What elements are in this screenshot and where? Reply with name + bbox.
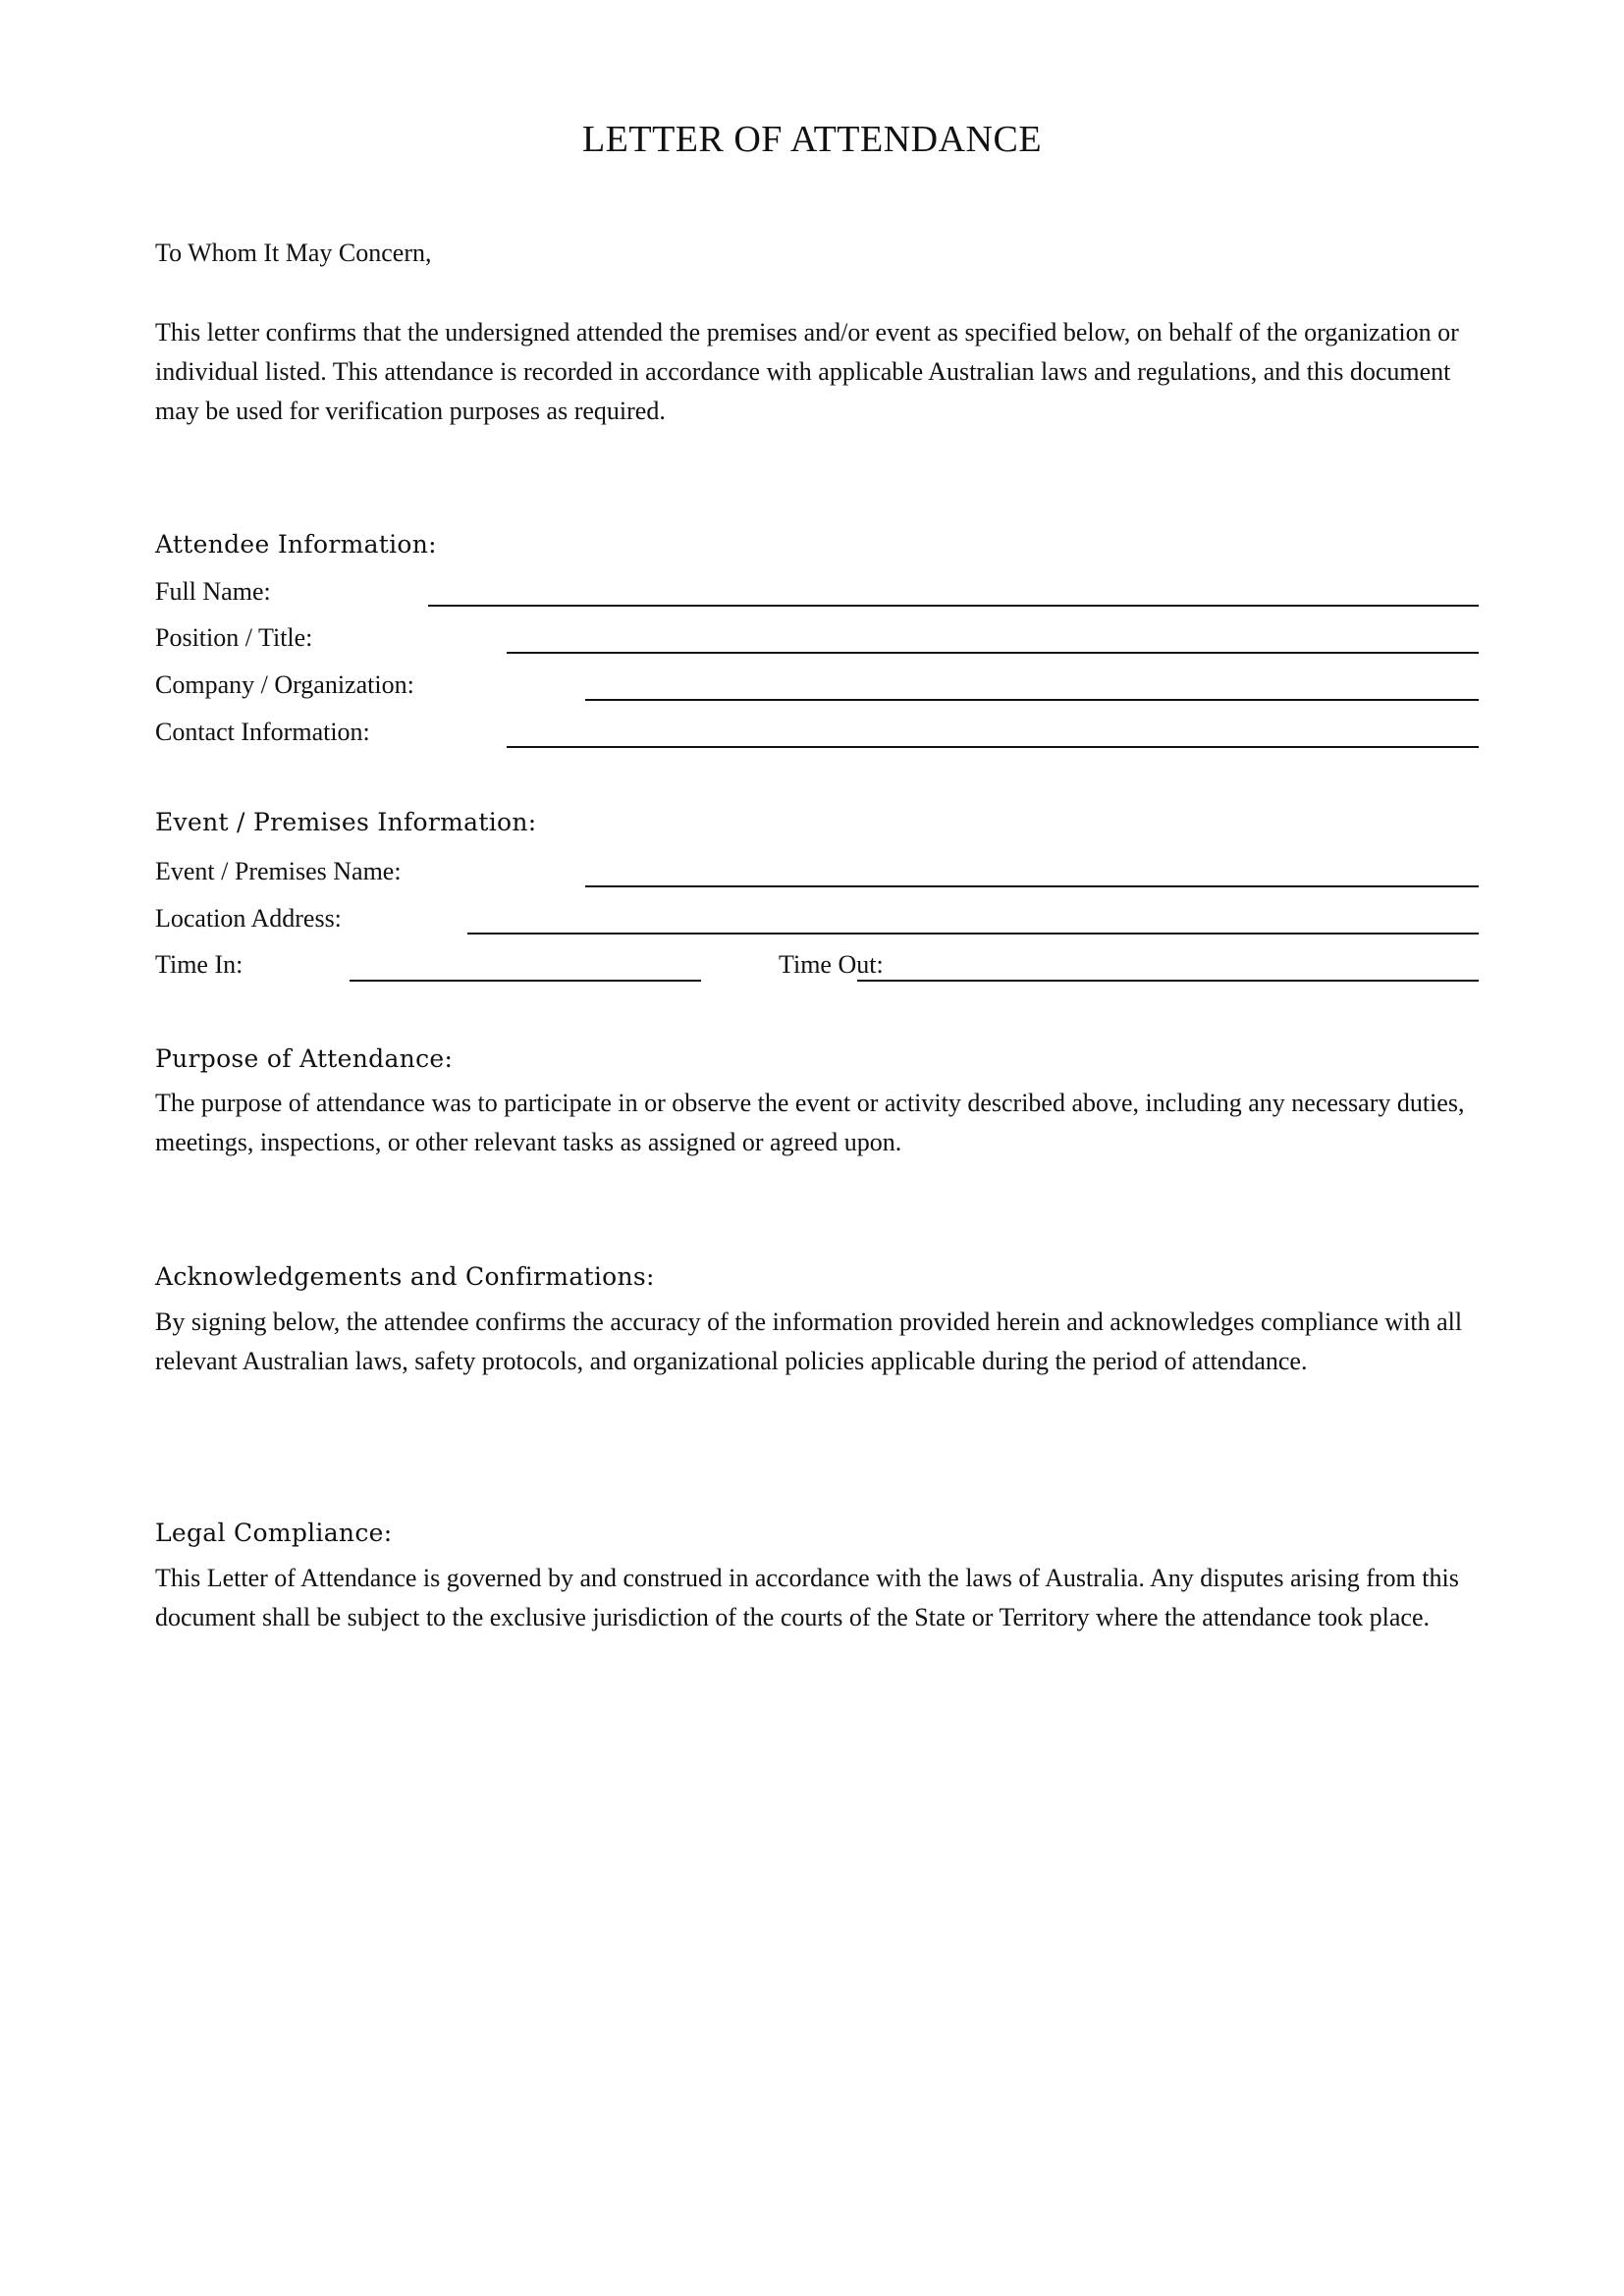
event-heading: Event / Premises Information: bbox=[155, 808, 537, 836]
purpose-heading: Purpose of Attendance: bbox=[155, 1044, 454, 1073]
purpose-paragraph: The purpose of attendance was to participate in or observe the event or activity described above, including any necessary duties, meetings, inspections, or other relevant tasks as assigned or agreed upon. bbox=[155, 1089, 1465, 1156]
time-in-label: Time In: bbox=[155, 950, 244, 979]
time-in-field[interactable] bbox=[350, 980, 701, 982]
company-field[interactable] bbox=[585, 699, 1479, 701]
legal-paragraph: This Letter of Attendance is governed by and construed in accordance with the laws of Australia. Any disputes arising from this document shall be subject to the exclusive jurisdiction of the courts of the State or Territory where the attendance took place. bbox=[155, 1564, 1459, 1631]
salutation: To Whom It May Concern, bbox=[155, 239, 432, 267]
position-label: Position / Title: bbox=[155, 623, 313, 652]
location-field[interactable] bbox=[467, 933, 1479, 934]
legal-heading: Legal Compliance: bbox=[155, 1519, 393, 1547]
acknowledgements-paragraph: By signing below, the attendee confirms the accuracy of the information provided herein and acknowledges compliance with all relevant Australian laws, safety protocols, and organizational policies applicable during the period of attendance. bbox=[155, 1308, 1463, 1375]
event-name-field[interactable] bbox=[585, 885, 1479, 887]
document-title: LETTER OF ATTENDANCE bbox=[581, 119, 1043, 160]
time-out-label: Time Out: bbox=[779, 950, 884, 979]
full-name-label: Full Name: bbox=[155, 577, 271, 606]
location-label: Location Address: bbox=[155, 904, 342, 933]
contact-label: Contact Information: bbox=[155, 718, 370, 746]
position-field[interactable] bbox=[507, 652, 1479, 654]
company-label: Company / Organization: bbox=[155, 670, 414, 699]
time-out-field[interactable] bbox=[857, 980, 1479, 982]
event-name-label: Event / Premises Name: bbox=[155, 857, 402, 885]
intro-paragraph: This letter confirms that the undersigned attended the premises and/or event as specified below, on behalf of the organization or individual listed. This attendance is recorded in accordance with applicable Australian laws and regulations, and this document may be used for verification purposes as required. bbox=[155, 318, 1459, 425]
full-name-field[interactable] bbox=[428, 605, 1479, 607]
acknowledgements-heading: Acknowledgements and Confirmations: bbox=[155, 1262, 655, 1291]
attendee-heading: Attendee Information: bbox=[155, 530, 437, 559]
contact-field[interactable] bbox=[507, 746, 1479, 748]
